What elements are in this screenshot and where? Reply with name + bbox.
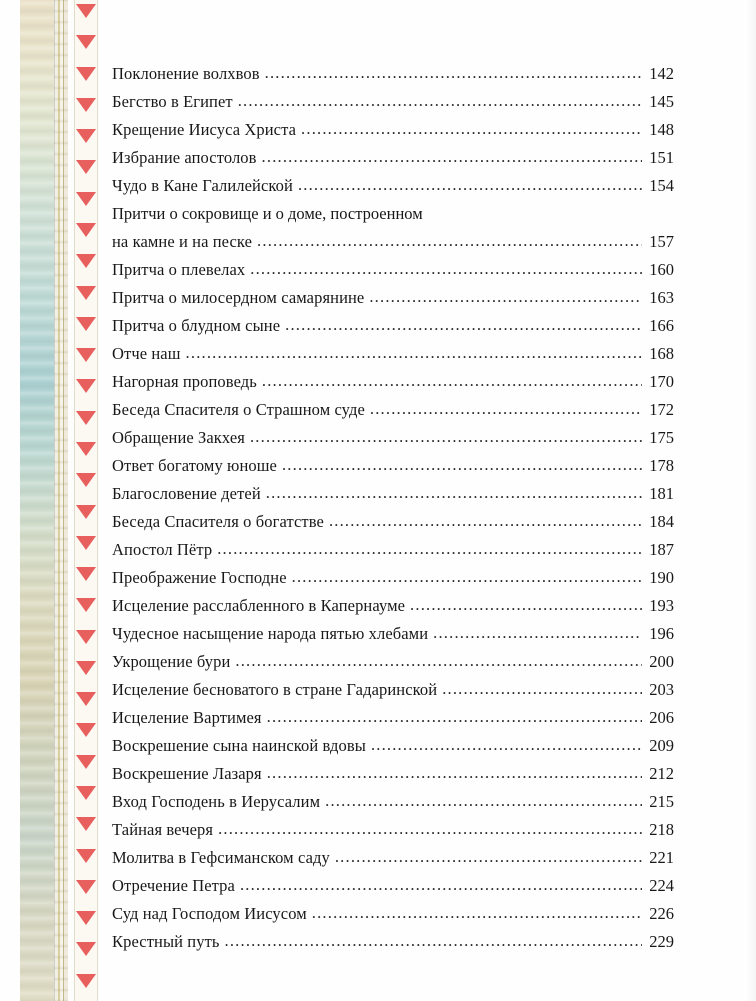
toc-entry[interactable] [112, 178, 674, 195]
toc-leader-dots [285, 317, 642, 334]
toc-entry[interactable] [112, 682, 674, 699]
toc-entry[interactable] [112, 66, 674, 83]
page-edge-shadow [746, 0, 756, 1001]
toc-entry-page-number: 215 [649, 792, 674, 811]
toc-leader-dots [298, 177, 642, 194]
zigzag-triangle [76, 723, 96, 737]
toc-entry[interactable] [112, 430, 674, 447]
toc-entry-page-number: 206 [649, 708, 674, 727]
toc-entry-title: Тайная вечеря [112, 820, 214, 839]
toc-entry-title: Притча о блудном сыне [112, 316, 281, 335]
toc-entry-title: Благословение детей [112, 484, 261, 503]
toc-entry[interactable] [112, 542, 674, 559]
zigzag-triangle [76, 411, 96, 425]
toc-entry[interactable] [112, 850, 674, 867]
toc-entry-title-continued: на камне и на песке [112, 232, 253, 251]
toc-entry-page-number: 209 [649, 736, 674, 755]
toc-entry[interactable] [112, 794, 674, 811]
toc-entry[interactable] [112, 878, 674, 895]
toc-entry-title: Отче наш [112, 344, 181, 363]
toc-leader-dots [410, 597, 642, 614]
zigzag-triangle [76, 35, 96, 49]
zigzag-triangle [76, 223, 96, 237]
toc-leader-dots [292, 569, 642, 586]
toc-leader-dots [265, 65, 642, 82]
toc-entry-page-number: 142 [649, 64, 674, 83]
toc-entry[interactable] [112, 458, 674, 475]
toc-leader-dots [186, 345, 642, 362]
toc-leader-dots [301, 121, 642, 138]
toc-leader-dots [217, 541, 642, 558]
decorative-watercolor-band [20, 0, 54, 1001]
zigzag-triangle [76, 911, 96, 925]
toc-leader-dots [335, 849, 642, 866]
toc-entry-page-number: 170 [649, 372, 674, 391]
toc-entry-title: Поклонение волхвов [112, 64, 260, 83]
toc-entry-title: Нагорная проповедь [112, 372, 257, 391]
toc-entry-page-number: 168 [649, 344, 674, 363]
toc-entry-title: Преображение Господне [112, 568, 287, 587]
toc-entry-page-number: 145 [649, 92, 674, 111]
toc-entry-page-number: 200 [649, 652, 674, 671]
toc-leader-dots [235, 653, 642, 670]
toc-leader-dots [312, 905, 642, 922]
zigzag-triangle [76, 348, 96, 362]
zigzag-triangle [76, 473, 96, 487]
toc-leader-dots [442, 681, 642, 698]
toc-entry-title: Отречение Петра [112, 876, 235, 895]
toc-entry[interactable] [112, 290, 674, 307]
toc-entry-page-number: 154 [649, 176, 674, 195]
toc-entry-title: Ответ богатому юноше [112, 456, 277, 475]
toc-entry-page-number: 226 [649, 904, 674, 923]
toc-entry-page-number: 175 [649, 428, 674, 447]
toc-entry-page-number: 178 [649, 456, 674, 475]
toc-entry-page-number: 224 [649, 876, 674, 895]
toc-leader-dots [225, 933, 642, 950]
toc-entry-title: Исцеление бесноватого в стране Гадаринской [112, 680, 438, 699]
toc-entry-title: Исцеление Вартимея [112, 708, 262, 727]
zigzag-triangle [76, 786, 96, 800]
toc-entry[interactable] [112, 94, 674, 111]
toc-entry-title: Воскрешение сына наинской вдовы [112, 736, 366, 755]
toc-leader-dots [433, 625, 642, 642]
zigzag-triangle [76, 67, 96, 81]
toc-entry-page-number: 157 [649, 232, 674, 251]
toc-entry-page-number: 166 [649, 316, 674, 335]
toc-entry-title: Чудо в Кане Галилейской [112, 176, 293, 195]
toc-entry-title: Избрание апостолов [112, 148, 257, 167]
toc-entry[interactable] [112, 346, 674, 363]
toc-entry-title: Суд над Господом Иисусом [112, 904, 307, 923]
zigzag-triangle [76, 880, 96, 894]
toc-leader-dots [325, 793, 642, 810]
toc-entry-page-number: 163 [649, 288, 674, 307]
zigzag-triangle [76, 536, 96, 550]
toc-entry[interactable] [112, 374, 674, 391]
toc-leader-dots [267, 765, 642, 782]
decorative-zigzag-band [74, 0, 98, 1001]
toc-entry-page-number: 203 [649, 680, 674, 699]
toc-leader-dots [266, 485, 642, 502]
toc-entry[interactable] [112, 318, 674, 335]
toc-entry[interactable] [112, 486, 674, 503]
toc-entry[interactable] [112, 150, 674, 167]
toc-entry[interactable] [112, 626, 674, 643]
toc-entry-title-continued-line [112, 234, 674, 251]
toc-entry-title: Исцеление расслабленного в Капернауме [112, 596, 406, 615]
toc-entry-title: Бегство в Египет [112, 92, 233, 111]
toc-entry-title: Крещение Иисуса Христа [112, 120, 297, 139]
toc-entry[interactable] [112, 906, 674, 923]
toc-entry-title: Обращение Закхея [112, 428, 245, 447]
toc-entry[interactable] [112, 766, 674, 783]
toc-entry-page-number: 221 [649, 848, 674, 867]
toc-entry-title: Укрощение бури [112, 652, 231, 671]
toc-entry-page-number: 184 [649, 512, 674, 531]
toc-leader-dots [218, 821, 642, 838]
toc-entry[interactable] [112, 710, 674, 727]
toc-entry[interactable] [112, 262, 674, 279]
zigzag-triangle [76, 98, 96, 112]
zigzag-triangle [76, 692, 96, 706]
toc-entry-page-number: 212 [649, 764, 674, 783]
toc-entry-page-number: 172 [649, 400, 674, 419]
toc-entry[interactable] [112, 122, 674, 139]
toc-entry-page-number: 196 [649, 624, 674, 643]
toc-entry-title: Притчи о сокровище и о доме, построенном [112, 204, 423, 223]
toc-leader-dots [250, 429, 642, 446]
zigzag-triangle [76, 817, 96, 831]
zigzag-triangle [76, 286, 96, 300]
toc-entry-title: Притча о плевелах [112, 260, 246, 279]
zigzag-triangle [76, 849, 96, 863]
toc-entry[interactable] [112, 654, 674, 671]
toc-entry-title: Беседа Спасителя о Страшном суде [112, 400, 365, 419]
toc-leader-dots [262, 373, 642, 390]
toc-leader-dots [370, 401, 642, 418]
toc-entry[interactable] [112, 206, 674, 251]
toc-entry-page-number: 187 [649, 540, 674, 559]
zigzag-triangle [76, 317, 96, 331]
toc-entry-title: Крестный путь [112, 932, 220, 951]
toc-entry[interactable] [112, 822, 674, 839]
toc-entry[interactable] [112, 402, 674, 419]
zigzag-triangle [76, 661, 96, 675]
toc-entry-page-number: 229 [649, 932, 674, 951]
table-of-contents [112, 66, 674, 962]
toc-entry-page-number: 193 [649, 596, 674, 615]
zigzag-triangle [76, 254, 96, 268]
toc-entry[interactable] [112, 514, 674, 531]
zigzag-triangle [76, 192, 96, 206]
toc-entry[interactable] [112, 570, 674, 587]
zigzag-triangle [76, 567, 96, 581]
toc-leader-dots [257, 233, 642, 250]
toc-leader-dots [371, 737, 642, 754]
toc-leader-dots [267, 709, 642, 726]
zigzag-triangle [76, 129, 96, 143]
toc-entry-title: Воскрешение Лазаря [112, 764, 262, 783]
toc-entry-title: Апостол Пётр [112, 540, 213, 559]
toc-leader-dots [262, 149, 642, 166]
zigzag-triangle [76, 160, 96, 174]
toc-entry-title: Вход Господень в Иерусалим [112, 792, 321, 811]
toc-entry-page-number: 151 [649, 148, 674, 167]
zigzag-triangle [76, 942, 96, 956]
zigzag-triangle [76, 974, 96, 988]
toc-entry-title: Молитва в Гефсиманском саду [112, 848, 330, 867]
toc-entry-title: Беседа Спасителя о богатстве [112, 512, 324, 531]
toc-entry-title: Притча о милосердном самарянине [112, 288, 365, 307]
toc-leader-dots [369, 289, 642, 306]
toc-entry-page-number: 181 [649, 484, 674, 503]
toc-entry-page-number: 190 [649, 568, 674, 587]
zigzag-triangle [76, 442, 96, 456]
toc-entry-page-number: 218 [649, 820, 674, 839]
toc-entry[interactable] [112, 598, 674, 615]
toc-leader-dots [240, 877, 642, 894]
toc-entry[interactable] [112, 738, 674, 755]
toc-leader-dots [238, 93, 642, 110]
zigzag-triangle [76, 598, 96, 612]
zigzag-triangle [76, 379, 96, 393]
toc-entry-page-number: 148 [649, 120, 674, 139]
toc-entry-title: Чудесное насыщение народа пятью хлебами [112, 624, 429, 643]
decorative-stripe-band [54, 0, 68, 1001]
toc-entry-page-number: 160 [649, 260, 674, 279]
toc-leader-dots [282, 457, 642, 474]
toc-leader-dots [250, 261, 642, 278]
zigzag-triangle [76, 630, 96, 644]
zigzag-triangle [76, 755, 96, 769]
toc-entry[interactable] [112, 934, 674, 951]
zigzag-triangle [76, 4, 96, 18]
zigzag-triangle [76, 505, 96, 519]
toc-leader-dots [329, 513, 642, 530]
